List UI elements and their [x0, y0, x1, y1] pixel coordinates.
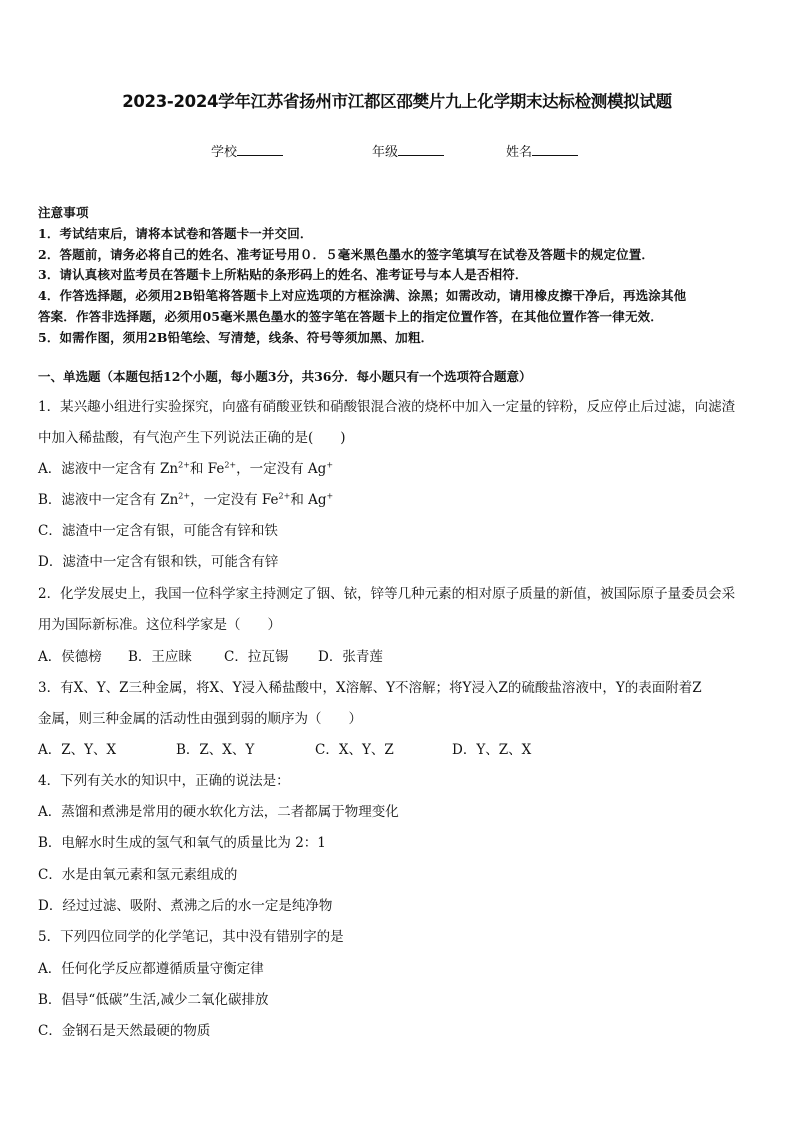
q1-a-text2: 和 Fe	[189, 461, 225, 477]
notice-block	[38, 203, 758, 349]
q1-option-d: D．滤渣中一定含有银和铁，可能含有锌	[38, 554, 279, 570]
notice-item: 2．答题前，请务必将自己的姓名、准考证号用０．５毫米黑色墨水的签字笔填写在试卷及答题卡的规定位置．	[38, 246, 655, 262]
school-field	[211, 141, 283, 160]
q2-option-c: C．拉瓦锡	[224, 649, 289, 665]
notice-item: 1．考试结束后，请将本试卷和答题卡一并交回．	[38, 225, 313, 241]
grade-field	[372, 141, 444, 160]
q1-b-sup2: 2+	[278, 491, 291, 501]
school-blank	[237, 143, 283, 156]
q3-option-c: C．X、Y、Z	[315, 742, 394, 758]
q1-stem-line2: 中加入稀盐酸，有气泡产生下列说法正确的是( )	[38, 430, 346, 446]
notice-item: 3．请认真核对监考员在答题卡上所粘贴的条形码上的姓名、准考证号与本人是否相符．	[38, 267, 528, 283]
q1-b-sup3: +	[326, 491, 334, 501]
notice-item: 5．如需作图，须用2B铅笔绘、写清楚，线条、符号等须加黑、加粗．	[38, 329, 434, 345]
q1-a-sup1: 2+	[178, 460, 190, 470]
notice-heading: 注意事项	[38, 205, 89, 220]
q3-option-d: D．Y、Z、X	[452, 742, 532, 758]
q3-stem-line1: 3．有X、Y、Z三种金属，将X、Y浸入稀盐酸中，X溶解、Y不溶解；将Y浸入Z的硫酸盐溶液中，Y的表面附着Z	[38, 680, 702, 696]
q5-option-b: B．倡导“低碳”生活,减少二氧化碳排放	[38, 992, 269, 1008]
q1-stem-line1: 1．某兴趣小组进行实验探究，向盛有硝酸亚铁和硝酸银混合液的烧杯中加入一定量的锌粉，反应停止后过滤，向滤渣	[38, 399, 736, 415]
q1-b-text3: 和 Ag	[290, 492, 327, 508]
notice-item: 答案．作答非选择题，必须用05毫米黑色墨水的签字笔在答题卡上的指定位置作答，在其他位置作答一律无效．	[38, 308, 663, 324]
school-label: 学校	[211, 145, 238, 160]
q3-option-b: B．Z、X、Y	[176, 742, 255, 758]
q1-b-text1: B．滤液中一定含有 Zn	[38, 492, 179, 508]
q1-b-sup1: 2+	[178, 491, 191, 501]
q1-b-text2: ，一定没有 Fe	[190, 492, 279, 508]
q1-a-text1: A．滤液中一定含有 Zn	[38, 461, 179, 477]
q4-option-a: A．蒸馏和煮沸是常用的硬水软化方法，二者都属于物理变化	[38, 804, 399, 820]
grade-label: 年级	[372, 145, 399, 160]
q1-a-text3: ，一定没有 Ag	[236, 461, 327, 477]
q4-option-c: C．水是由氧元素和氢元素组成的	[38, 867, 238, 883]
q2-option-a: A．侯德榜	[38, 649, 102, 665]
q1-a-sup3: +	[326, 460, 334, 470]
q2-option-d: D．张青莲	[318, 649, 383, 665]
q5-stem: 5．下列四位同学的化学笔记，其中没有错别字的是	[38, 929, 344, 945]
q2-stem-line1: 2．化学发展史上，我国一位科学家主持测定了铟、铱，锌等几种元素的相对原子质量的新值，被国际原子量委员会采	[38, 586, 736, 602]
q3-option-a: A．Z、Y、X	[38, 742, 117, 758]
notice-item: 4．作答选择题，必须用2B铅笔将答题卡上对应选项的方框涂满、涂黑；如需改动，请用橡皮擦干净后，再选涂其他	[38, 288, 687, 304]
q5-option-c: C．金钢石是天然最硬的物质	[38, 1023, 211, 1039]
q1-option-b	[38, 488, 333, 508]
q2-stem-line2: 用为国际新标准。这位科学家是（ ）	[38, 617, 281, 633]
q1-option-c: C．滤渣中一定含有银，可能含有锌和铁	[38, 523, 278, 539]
q2-option-b: B．王应睐	[128, 649, 192, 665]
q1-a-sup2: 2+	[224, 460, 237, 470]
q4-stem: 4．下列有关水的知识中，正确的说法是：	[38, 773, 290, 789]
grade-blank	[398, 143, 444, 156]
q5-option-a: A．任何化学反应都遵循质量守衡定律	[38, 961, 264, 977]
q3-stem-line2: 金属，则三种金属的活动性由强到弱的顺序为（ ）	[38, 711, 362, 727]
page-title: 2023-2024学年江苏省扬州市江都区邵樊片九上化学期末达标检测模拟试题	[122, 92, 672, 111]
section-heading: 一、单选题（本题包括12个小题，每小题3分，共36分．每小题只有一个选项符合题意）	[38, 369, 532, 384]
name-label: 姓名	[506, 145, 533, 160]
name-field	[506, 141, 578, 160]
name-blank	[532, 143, 578, 156]
q1-option-a	[38, 457, 333, 477]
q4-option-b: B．电解水时生成的氢气和氧气的质量比为 2：1	[38, 835, 326, 851]
q4-option-d: D．经过过滤、吸附、煮沸之后的水一定是纯净物	[38, 898, 333, 914]
